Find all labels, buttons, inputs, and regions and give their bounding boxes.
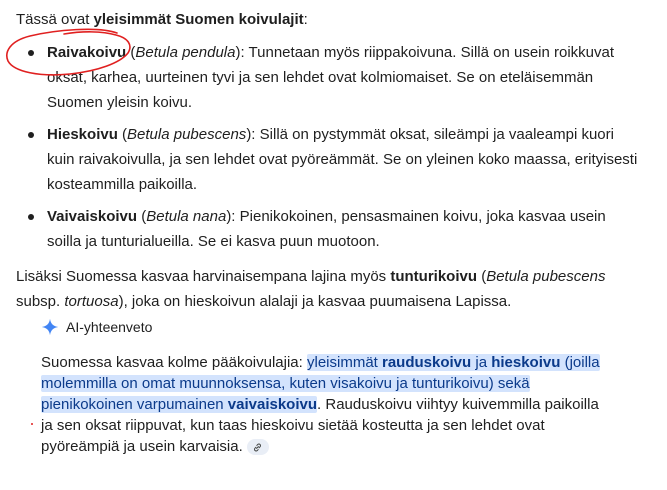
species-description: Sillä on pystymmät oksat, sileämpi ja vaaleampi kuori kuin raivakoivulla, ja sen lehdet ovat pyöreämmät. Se on yleinen koko maassa, erityisesti kosteammilla paikoilla. [47, 126, 638, 193]
species-latin: Betula pendula [135, 44, 236, 61]
species-description: Pienikokoinen, pensasmainen koivu, joka kasvaa usein soilla ja tunturialueilla. Se ei kasva puun muotoon. [47, 208, 606, 250]
list-item: Vaivaiskoivu (Betula nana): Pienikokoinen, pensasmainen koivu, joka kasvaa usein soilla ja tunturialueilla. Se ei kasva puun muotoon. [0, 204, 640, 254]
species-name: Vaivaiskoivu [47, 208, 138, 225]
gemini-sparkle-icon [41, 318, 59, 336]
intro-text: Tässä ovat yleisimmät Suomen koivulajit: [16, 11, 308, 28]
link-icon [252, 442, 263, 453]
annotation-dot [31, 423, 33, 425]
list-item: Raivakoivu (Betula pendula): Tunnetaan myös riippakoivuna. Sillä on usein roikkuvat oksat, karhea, uurteinen tyvi ja sen lehdet ovat kolmiomaiset. Se on eteläisemmän Suomen yleisin koivu. [0, 40, 640, 115]
ai-overview-label: AI-yhteenveto [66, 319, 153, 335]
bullet-icon [28, 50, 34, 56]
source-link-button[interactable] [247, 439, 269, 455]
intro-bold: yleisimmät Suomen koivulajit [93, 11, 304, 28]
list-item: Hieskoivu (Betula pubescens): Sillä on pystymmät oksat, sileämpi ja vaaleampi kuori kuin raivakoivulla, ja sen lehdet ovat pyöreämmät. Se on yleinen koko maassa, erityisesti kosteammilla paikoilla. [0, 122, 640, 197]
tunturikoivu-bold: tunturikoivu [390, 268, 478, 285]
extra-paragraph: Lisäksi Suomessa kasvaa harvinaisempana lajina myös tunturikoivu (Betula pubescens subsp. tortuosa), joka on hieskoivun alalaji ja kasvaa puumaisena Lapissa. [16, 268, 606, 310]
species-latin: Betula nana [146, 208, 227, 225]
bullet-icon [28, 132, 34, 138]
species-latin: Betula pubescens [127, 126, 247, 143]
highlighted-text: yleisimmät rauduskoivu ja hieskoivu (joilla molemmilla on omat muunnoksensa, kuten visakoivu ja tunturikoivu) sekä pienikokoinen varpumainen vaivaiskoivu [41, 354, 600, 413]
species-name: Hieskoivu [47, 126, 118, 143]
ai-overview-text: Suomessa kasvaa kolme pääkoivulajia: yleisimmät rauduskoivu ja hieskoivu (joilla molemmilla on omat muunnoksensa, kuten visakoivu ja tunturikoivu) sekä pienikokoinen varpumainen vaivaiskoivu. Rauduskoivu viihtyy kuivemmilla paikoilla ja sen oksat riippuvat, kun taas hieskoivu sietää kosteutta ja sen lehdet ovat pyöreämpiä ja usein karvaisia. [41, 354, 600, 455]
species-name: Raivakoivu [47, 44, 127, 61]
bullet-icon [28, 214, 34, 220]
species-description: Tunnetaan myös riippakoivuna. Sillä on usein roikkuvat oksat, karhea, uurteinen tyvi ja sen lehdet ovat kolmiomaiset. Se on eteläisemmän Suomen yleisin koivu. [47, 44, 615, 111]
ai-overview-header[interactable] [41, 318, 152, 336]
species-list [0, 40, 640, 261]
